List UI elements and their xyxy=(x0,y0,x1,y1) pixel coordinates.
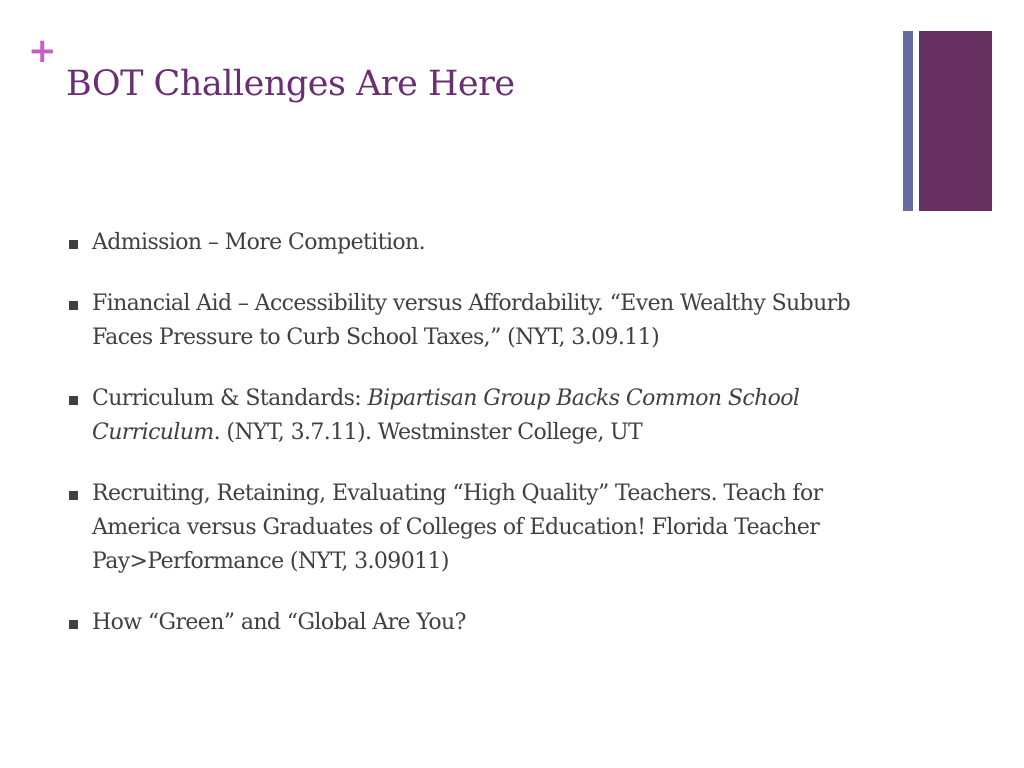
bullet-item-financial-aid xyxy=(66,287,896,355)
bullet-text-italic-headline: Bipartisan Group Backs Common School Curriculum xyxy=(92,386,800,445)
square-bullet-icon xyxy=(69,620,78,629)
bullet-item-green-global xyxy=(66,606,896,640)
square-bullet-icon xyxy=(69,491,78,500)
bullet-text: Admission – More Competition. xyxy=(92,230,425,255)
slide-title: BOT Challenges Are Here xyxy=(66,64,515,104)
bullet-list xyxy=(66,226,896,667)
bullet-text: How “Green” and “Global Are You? xyxy=(92,610,466,635)
bullet-item-teachers xyxy=(66,477,896,579)
plus-icon: + xyxy=(28,31,57,71)
bullet-item-curriculum xyxy=(66,382,896,450)
square-bullet-icon xyxy=(69,301,78,310)
bullet-item-admission xyxy=(66,226,896,260)
accent-bar-thick xyxy=(919,31,992,211)
bullet-text: Recruiting, Retaining, Evaluating “High Quality” Teachers. Teach for America versus Graduates of Colleges of Education! Florida Teacher Pay>Performance (NYT, 3.09011) xyxy=(92,481,823,574)
bullet-text-suffix: . (NYT, 3.7.11). Westminster College, UT xyxy=(213,420,643,445)
square-bullet-icon xyxy=(69,396,78,405)
bullet-text: Financial Aid – Accessibility versus Affordability. “Even Wealthy Suburb Faces Pressure to Curb School Taxes,” (NYT, 3.09.11) xyxy=(92,291,851,350)
accent-bar-thin xyxy=(903,31,913,211)
square-bullet-icon xyxy=(69,240,78,249)
bullet-text-prefix: Curriculum & Standards: xyxy=(92,386,368,411)
